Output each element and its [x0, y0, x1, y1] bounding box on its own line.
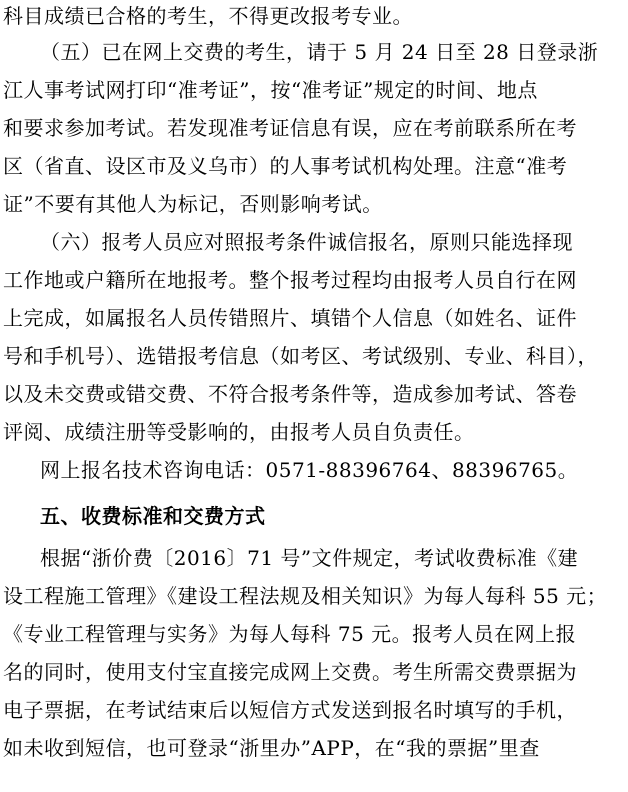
paragraph-line: 上完成，如属报名人员传错照片、填错个人信息（如姓名、证件: [3, 306, 577, 330]
paragraph-line: 区（省直、设区市及义乌市）的人事考试机构处理。注意“准考: [3, 154, 568, 178]
paragraph-line: 电子票据，在考试结束后以短信方式发送到报名时填写的手机，: [3, 698, 577, 722]
paragraph-line: 科目成绩已合格的考生，不得更改报考专业。: [3, 4, 413, 28]
paragraph-line: 设工程施工管理》《建设工程法规及相关知识》为每人每科 55 元；: [3, 584, 608, 608]
paragraph-line: 号和手机号）、选错报考信息（如考区、考试级别、专业、科目），: [3, 344, 598, 368]
paragraph-line: 如未收到短信，也可登录“浙里办”APP，在“我的票据”里查: [3, 736, 540, 760]
contact-phone-line: 网上报名技术咨询电话：0571-88396764、88396765。: [40, 458, 579, 482]
paragraph-line: 以及未交费或错交费、不符合报考条件等，造成参加考试、答卷: [3, 382, 577, 406]
paragraph-line: 《专业工程管理与实务》为每人每科 75 元。报考人员在网上报: [3, 622, 577, 646]
paragraph-line: 根据“浙价费〔2016〕71 号”文件规定，考试收费标准《建: [40, 546, 579, 570]
section-heading: 五、收费标准和交费方式: [40, 504, 266, 528]
paragraph-line: 评阅、成绩注册等受影响的，由报考人员自负责任。: [3, 420, 475, 444]
paragraph-line: （五）已在网上交费的考生，请于 5 月 24 日至 28 日登录浙: [40, 40, 599, 64]
paragraph-line: 证”不要有其他人为标记，否则影响考试。: [3, 192, 383, 216]
paragraph-line: 江人事考试网打印“准考证”，按“准考证”规定的时间、地点: [3, 78, 538, 102]
paragraph-line: 名的同时，使用支付宝直接完成网上交费。考生所需交费票据为: [3, 660, 577, 684]
paragraph-line: 和要求参加考试。若发现准考证信息有误，应在考前联系所在考: [3, 116, 577, 140]
paragraph-line: （六）报考人员应对照报考条件诚信报名，原则只能选择现: [40, 230, 573, 254]
paragraph-line: 工作地或户籍所在地报考。整个报考过程均由报考人员自行在网: [3, 268, 577, 292]
